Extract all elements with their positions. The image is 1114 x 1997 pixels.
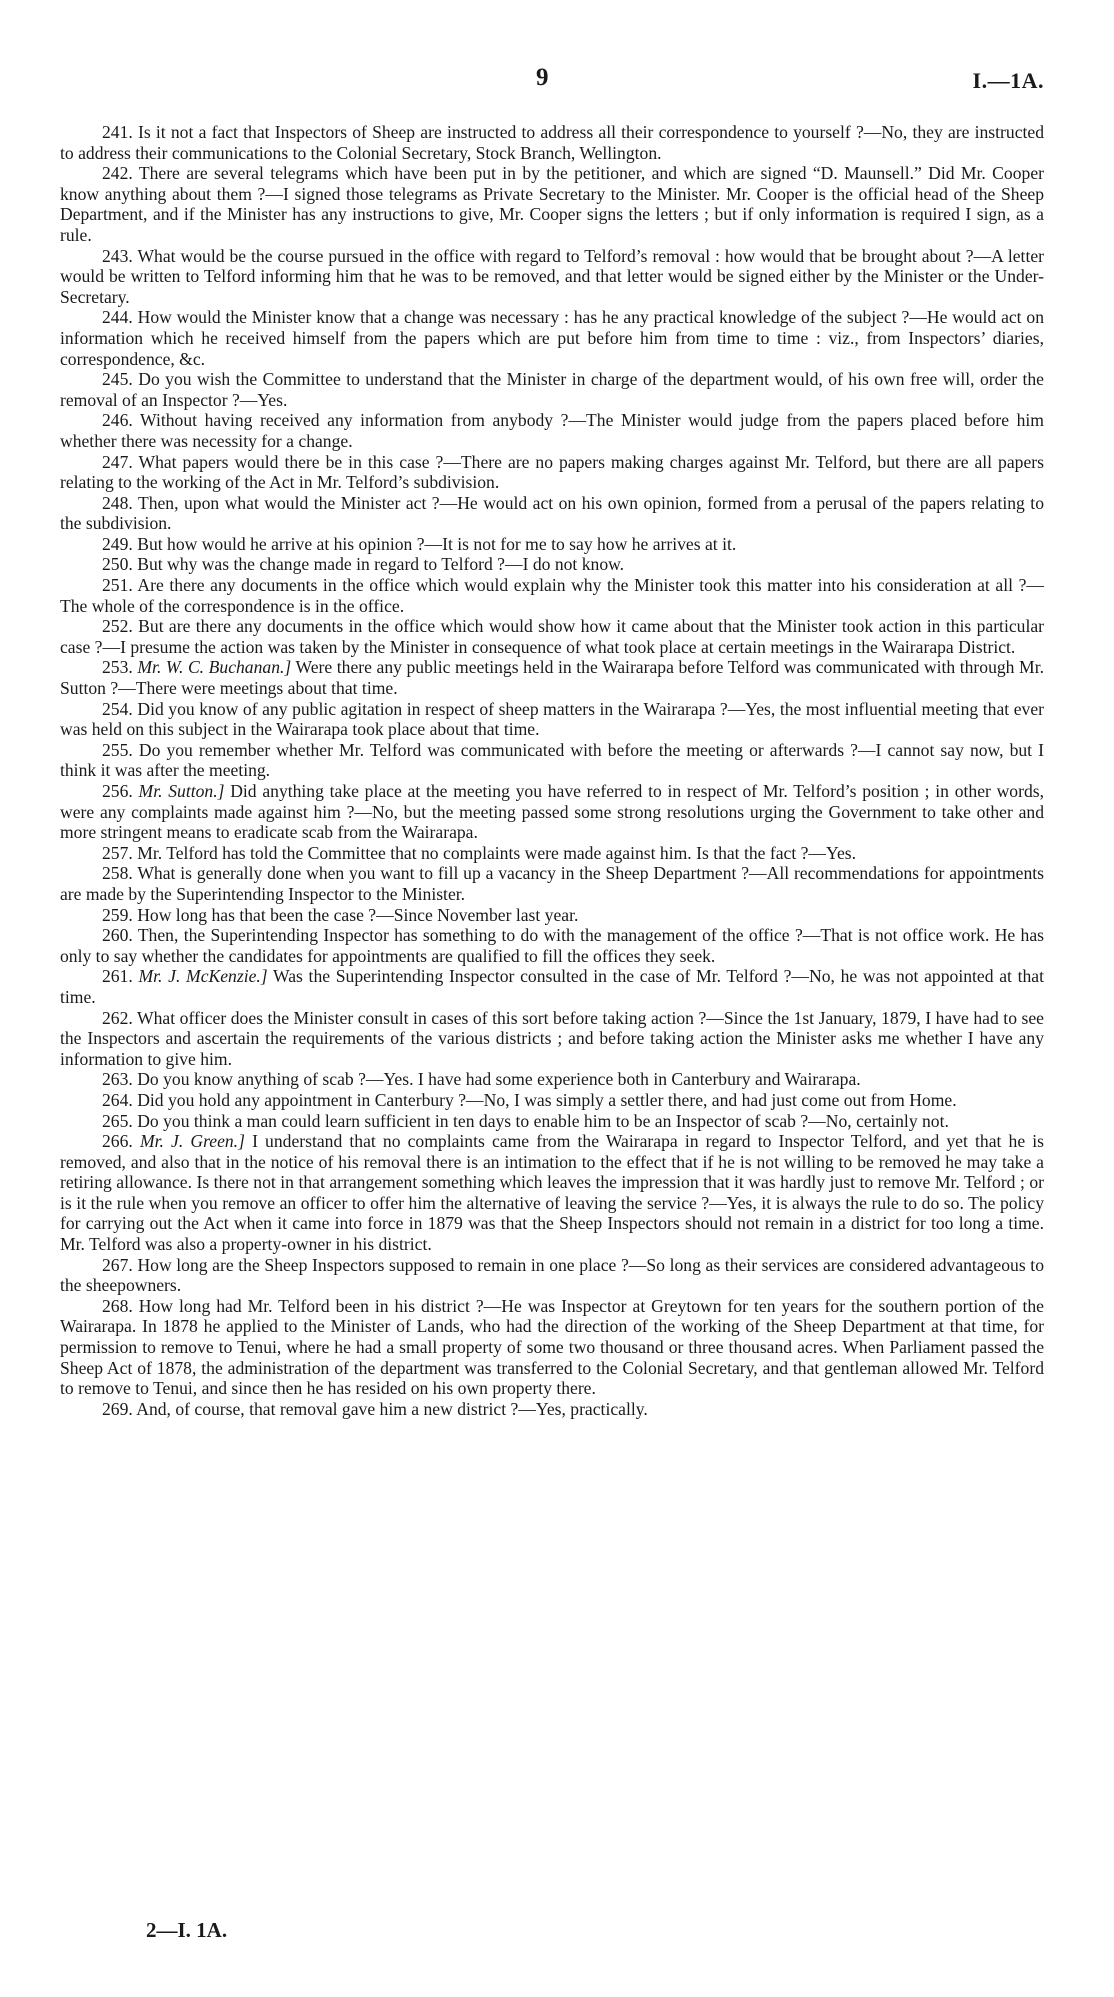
page-number: 9: [536, 64, 549, 91]
question-number: 243.: [102, 245, 133, 266]
question-paragraph: [60, 1296, 1044, 1399]
question-paragraph: [60, 1111, 1044, 1132]
question-text: What papers would there be in this case ?—There are no papers making charges against Mr. Telford, but there are all papers relating to the working of the Act in Mr. Telford’s subdivision.: [60, 451, 1044, 493]
question-paragraph: [60, 843, 1044, 864]
question-number: 245.: [102, 369, 133, 390]
question-text: Then, the Superintending Inspector has something to do with the management of the office ?—That is not office work. He has only to say whether the candidates for appointments are qualified to fill the offices they seek.: [60, 925, 1044, 966]
speaker-name: Mr. J. Green.]: [139, 1131, 245, 1152]
question-paragraph: [60, 863, 1044, 904]
question-number: 267.: [102, 1254, 133, 1275]
question-number: 249.: [102, 533, 133, 554]
question-text: Do you know anything of scab ?—Yes. I have had some experience both in Canterbury and Wairarapa.: [137, 1069, 861, 1090]
question-text: Without having received any information from anybody ?—The Minister would judge from the papers placed before him whether there was necessity for a change.: [60, 410, 1044, 451]
question-paragraph: [60, 1069, 1044, 1090]
question-text: How would the Minister know that a change was necessary : has he any practical knowledge of the subject ?—He would act on information which he received himself from the papers which are put before him from time to time : viz., from Inspectors’ diaries, correspondence, &c.: [60, 307, 1044, 369]
question-number: 252.: [102, 616, 133, 637]
question-paragraph: [60, 925, 1044, 966]
question-text: Do you think a man could learn sufficient in ten days to enable him to be an Inspector of scab ?—No, certainly not.: [137, 1110, 949, 1131]
question-number: 247.: [102, 451, 133, 472]
question-paragraph: [60, 452, 1044, 493]
speaker-name: Mr. Sutton.]: [138, 781, 225, 801]
question-text: What officer does the Minister consult in cases of this sort before taking action ?—Since the 1st January, 1879, I have had to see the Inspectors and ascertain the requirements of the various districts ; and before taking action the Minister asks me whether I have any information to give him.: [60, 1007, 1044, 1069]
question-paragraph: [60, 122, 1044, 163]
question-paragraph: [60, 1090, 1044, 1111]
question-number: 251.: [102, 575, 133, 596]
question-text: Is it not a fact that Inspectors of Sheep are instructed to address all their correspondence to yourself ?—No, they are instructed to address their communications to the Colonial Secretary, Stock Branch, Wellington.: [60, 122, 1044, 163]
question-text: I understand that no complaints came from the Wairarapa in regard to Inspector Telford, and yet that he is removed, and also that in the notice of his removal there is an intimation to the effect that if he is not willing to be removed he may take a retiring allowance. Is there not in that arrangement something which leaves the impression that it was hardly just to remove Mr. Telford ; or is it the rule when you remove an officer to offer him the alternative of leaving the service ?—Yes, it is always the rule to do so. The policy for carrying out the Act when it came into force in 1879 was that the Sheep Inspectors should not remain in a district for too long a time. Mr. Telford was also a property-owner in his district.: [60, 1131, 1044, 1255]
sheet-signature: 2—I. 1A.: [146, 1918, 228, 1942]
question-number: 263.: [102, 1069, 133, 1090]
question-text: How long has that been the case ?—Since November last year.: [137, 904, 579, 925]
question-number: 241.: [102, 122, 133, 142]
question-text: How long are the Sheep Inspectors supposed to remain in one place ?—So long as their services are considered advantageous to the sheepowners.: [60, 1254, 1044, 1296]
question-paragraph: [60, 575, 1044, 616]
question-text: Was the Superintending Inspector consulted in the case of Mr. Telford ?—No, he was not appointed at that time.: [60, 966, 1044, 1007]
question-paragraph: [60, 554, 1044, 575]
question-text: What would be the course pursued in the office with regard to Telford’s removal : how would that be brought about ?—A letter would be written to Telford informing him that he was to be removed, and that letter would be signed either by the Minister or the Under-Secretary.: [60, 245, 1045, 307]
question-text: But are there any documents in the office which would show how it came about that the Minister took action in this particular case ?—I presume the action was taken by the Minister in consequence of what took place at certain meetings in the Wairarapa District.: [60, 616, 1044, 657]
question-text: Did you hold any appointment in Canterbury ?—No, I was simply a settler there, and had just come out from Home.: [137, 1089, 957, 1110]
question-text: Do you wish the Committee to understand that the Minister in charge of the department would, of his own free will, order the removal of an Inspector ?—Yes.: [60, 369, 1044, 410]
question-number: 246.: [102, 410, 133, 431]
question-number: 258.: [102, 863, 133, 884]
question-paragraph: [60, 966, 1044, 1007]
question-text: What is generally done when you want to fill up a vacancy in the Sheep Department ?—All recommendations for appointments are made by the Superintending Inspector to the Minister.: [60, 863, 1044, 904]
question-text: But how would he arrive at his opinion ?—It is not for me to say how he arrives at it.: [137, 533, 737, 554]
question-paragraph: [60, 1255, 1044, 1296]
question-paragraph: [60, 410, 1044, 451]
question-number: 269.: [102, 1398, 133, 1419]
question-text: Then, upon what would the Minister act ?—He would act on his own opinion, formed from a perusal of the papers relating to the subdivision.: [60, 492, 1044, 534]
question-text: Do you remember whether Mr. Telford was communicated with before the meeting or afterwards ?—I cannot say now, but I think it was after the meeting.: [60, 739, 1044, 781]
question-paragraph: [60, 163, 1044, 245]
question-paragraph: [60, 534, 1044, 555]
question-text: How long had Mr. Telford been in his district ?—He was Inspector at Greytown for ten years for the southern portion of the Wairarapa. In 1878 he applied to the Minister of Lands, who had the direction of the working of the Sheep Department at that time, for permission to remove to Tenui, where he had a small property of some two thousand or three thousand acres. When Parliament passed the Sheep Act of 1878, the administration of the department was transferred to the Colonial Secretary, and that gentleman allowed Mr. Telford to remove to Tenui, and since then he has resided on his own property there.: [60, 1295, 1044, 1399]
question-number: 242.: [102, 163, 133, 184]
question-number: 261.: [102, 966, 133, 987]
question-number: 260.: [102, 925, 133, 946]
question-number: 259.: [102, 904, 133, 925]
question-text: Were there any public meetings held in the Wairarapa before Telford was communicated with through Mr. Sutton ?—There were meetings about that time.: [60, 657, 1044, 699]
question-number: 257.: [102, 842, 133, 863]
question-paragraph: [60, 657, 1044, 698]
question-number: 248.: [102, 492, 133, 513]
question-number: 264.: [102, 1089, 133, 1110]
question-paragraph: [60, 246, 1044, 308]
question-paragraph: [60, 699, 1044, 740]
question-text: Did anything take place at the meeting you have referred to in respect of Mr. Telford’s position ; in other words, were any complaints made against him ?—No, but the meeting passed some strong resolutions urging the Government to take other and more stringent means to eradicate scab from the Wairarapa.: [60, 781, 1045, 843]
question-number: 256.: [102, 781, 133, 801]
question-text: And, of course, that removal gave him a new district ?—Yes, practically.: [136, 1398, 648, 1419]
question-paragraph: [60, 740, 1044, 781]
question-paragraph: [60, 307, 1044, 369]
question-paragraph: [60, 1131, 1044, 1255]
question-number: 254.: [102, 698, 133, 719]
question-number: 253.: [102, 657, 133, 678]
question-text: But why was the change made in regard to Telford ?—I do not know.: [137, 554, 625, 575]
body-text: [60, 122, 1044, 1419]
document-reference: I.—1A.: [972, 68, 1044, 93]
question-number: 250.: [102, 554, 133, 575]
question-text: Did you know of any public agitation in respect of sheep matters in the Wairarapa ?—Yes, the most influential meeting that ever was held on this subject in the Wairarapa took place about that time.: [60, 698, 1044, 740]
question-paragraph: [60, 781, 1044, 843]
question-number: 244.: [102, 307, 133, 328]
question-paragraph: [60, 369, 1044, 410]
question-text: There are several telegrams which have been put in by the petitioner, and which are signed “D. Maunsell.” Did Mr. Cooper know anything about them ?—I signed those telegrams as Private Secretary to the Minister. Mr. Cooper is the official head of the Sheep Department, and if the Minister has any instructions to give, Mr. Cooper signs the letters ; but if only information is required I sign, as a rule.: [60, 163, 1044, 245]
question-number: 255.: [102, 739, 133, 760]
question-paragraph: [60, 616, 1044, 657]
speaker-name: Mr. J. McKenzie.]: [138, 966, 268, 987]
question-paragraph: [60, 1399, 1044, 1420]
question-text: Mr. Telford has told the Committee that no complaints were made against him. Is that the fact ?—Yes.: [137, 842, 857, 863]
question-paragraph: [60, 1008, 1044, 1070]
question-number: 262.: [102, 1007, 133, 1028]
question-number: 268.: [102, 1295, 133, 1316]
question-number: 266.: [102, 1131, 133, 1152]
question-number: 265.: [102, 1110, 133, 1131]
question-paragraph: [60, 905, 1044, 926]
speaker-name: Mr. W. C. Buchanan.]: [137, 657, 292, 678]
question-paragraph: [60, 493, 1044, 534]
question-text: Are there any documents in the office which would explain why the Minister took this matter into his consideration at all ?—The whole of the correspondence is in the office.: [60, 575, 1044, 616]
